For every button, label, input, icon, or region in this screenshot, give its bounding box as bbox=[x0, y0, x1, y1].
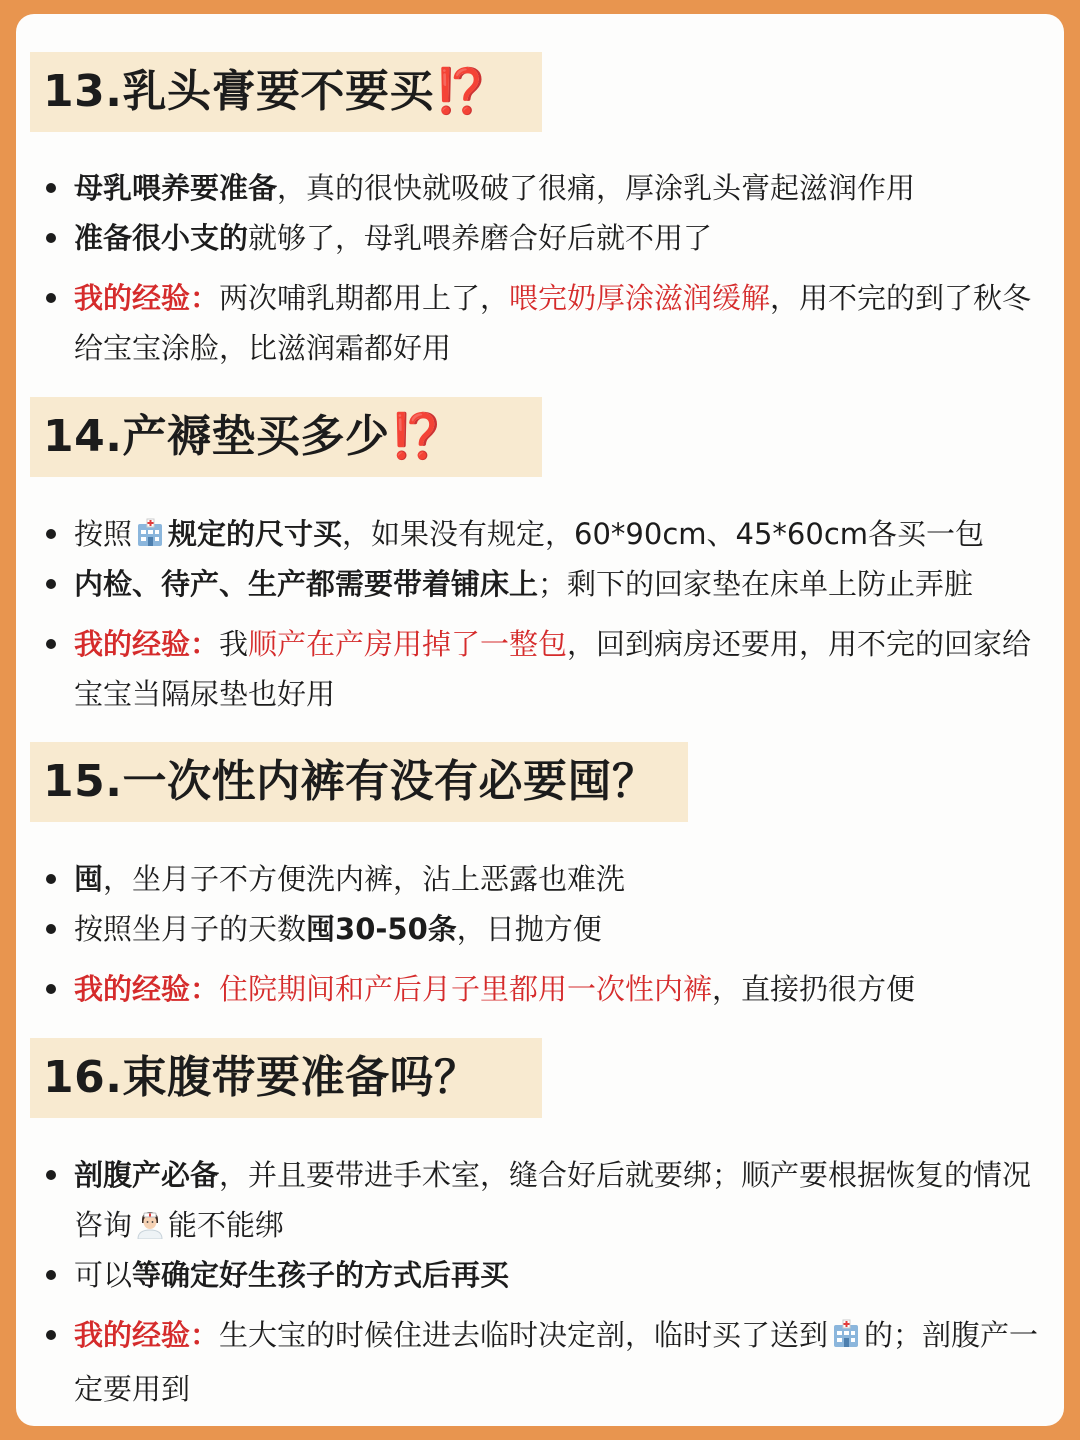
section-13-bullet-2 bbox=[74, 213, 1049, 263]
experience-text: ，直接扔很方便 bbox=[712, 972, 916, 1006]
experience-label: 我的经验： bbox=[74, 972, 220, 1006]
section-13-heading: 13.乳头膏要不要买⁉️ bbox=[30, 52, 542, 132]
section-14-experience bbox=[74, 619, 1049, 719]
section-13-bullet-1 bbox=[74, 163, 1049, 213]
section-16-bullet-1 bbox=[74, 1150, 1049, 1254]
section-15-experience bbox=[74, 964, 1049, 1014]
bullet-dot bbox=[46, 233, 56, 243]
bullet-bold-text: 等确定好生孩子的方式后再买 bbox=[132, 1258, 510, 1292]
bullet-dot bbox=[46, 579, 56, 589]
experience-highlight: 顺产在产房用掉了一整包 bbox=[248, 627, 568, 661]
bullet-dot bbox=[46, 1170, 56, 1180]
experience-text: 的；剖腹产一定要用到 bbox=[74, 1318, 1039, 1406]
bullet-text: 能不能绑 bbox=[168, 1208, 285, 1242]
experience-text: 生大宝的时候住进去临时决定剖，临时买了送到 bbox=[219, 1318, 829, 1352]
section-15-bullet-1 bbox=[74, 854, 1049, 904]
bullet-text: 按照 bbox=[74, 517, 133, 551]
section-15-heading: 15.一次性内裤有没有必要囤？ bbox=[30, 742, 688, 822]
bullet-text: 就够了，母乳喂养磨合好后就不用了 bbox=[248, 221, 713, 255]
experience-label: 我的经验： bbox=[74, 627, 220, 661]
experience-text: ，回到病房还要用，用不完的回家给宝宝当隔尿垫也好用 bbox=[74, 627, 1032, 711]
bullet-text: ，真的很快就吸破了很痛，厚涂乳头膏起滋润作用 bbox=[277, 171, 916, 205]
bullet-text: ；剩下的回家垫在床单上防止弄脏 bbox=[538, 567, 974, 601]
nurse-icon bbox=[135, 1204, 165, 1254]
bullet-dot bbox=[46, 984, 56, 994]
bullet-dot bbox=[46, 874, 56, 884]
content-card bbox=[16, 14, 1064, 1426]
bullet-dot bbox=[46, 1330, 56, 1340]
bullet-bold-text: 囤30-50条 bbox=[306, 912, 457, 946]
section-16-bullet-2 bbox=[74, 1250, 1049, 1300]
experience-highlight: 喂完奶厚涂滋润缓解 bbox=[509, 281, 771, 315]
section-14-bullet-2 bbox=[74, 559, 1049, 609]
bullet-text: ，如果没有规定，60*90cm、45*60cm各买一包 bbox=[342, 517, 985, 551]
hospital-icon bbox=[135, 513, 165, 563]
bullet-bold-text: 剖腹产必备 bbox=[74, 1158, 220, 1192]
bullet-bold-text: 内检、待产、生产都需要带着铺床上 bbox=[74, 567, 539, 601]
bullet-dot bbox=[46, 1270, 56, 1280]
bullet-text: ，坐月子不方便洗内裤，沾上恶露也难洗 bbox=[103, 862, 626, 896]
section-15-bullet-2 bbox=[74, 904, 1049, 954]
bullet-bold-text: 母乳喂养要准备 bbox=[74, 171, 278, 205]
bullet-dot bbox=[46, 639, 56, 649]
bullet-bold-text: 囤 bbox=[74, 862, 104, 896]
section-16-heading: 16.束腹带要准备吗？ bbox=[30, 1038, 542, 1118]
bullet-bold-text: 规定的尺寸买 bbox=[168, 517, 343, 551]
section-14-heading: 14.产褥垫买多少⁉️ bbox=[30, 397, 542, 477]
experience-label: 我的经验： bbox=[74, 1318, 220, 1352]
bullet-dot bbox=[46, 924, 56, 934]
experience-text: 我 bbox=[219, 627, 249, 661]
experience-highlight: 住院期间和产后月子里都用一次性内裤 bbox=[219, 972, 713, 1006]
bullet-dot bbox=[46, 529, 56, 539]
section-13-experience bbox=[74, 273, 1049, 373]
hospital-icon bbox=[831, 1314, 861, 1364]
experience-text: 两次哺乳期都用上了， bbox=[219, 281, 510, 315]
bullet-bold-text: 准备很小支的 bbox=[74, 221, 249, 255]
experience-label: 我的经验： bbox=[74, 281, 220, 315]
bullet-dot bbox=[46, 183, 56, 193]
experience-text: ，用不完的到了秋冬给宝宝涂脸，比滋润霜都好用 bbox=[74, 281, 1032, 365]
bullet-text: 按照坐月子的天数 bbox=[74, 912, 307, 946]
bullet-text: ，日抛方便 bbox=[456, 912, 602, 946]
bullet-text: 可以 bbox=[74, 1258, 133, 1292]
section-16-experience bbox=[74, 1310, 1049, 1414]
bullet-dot bbox=[46, 293, 56, 303]
section-14-bullet-1 bbox=[74, 509, 1049, 563]
bullet-text: ，并且要带进手术室，缝合好后就要绑；顺产要根据恢复的情况咨询 bbox=[74, 1158, 1032, 1242]
